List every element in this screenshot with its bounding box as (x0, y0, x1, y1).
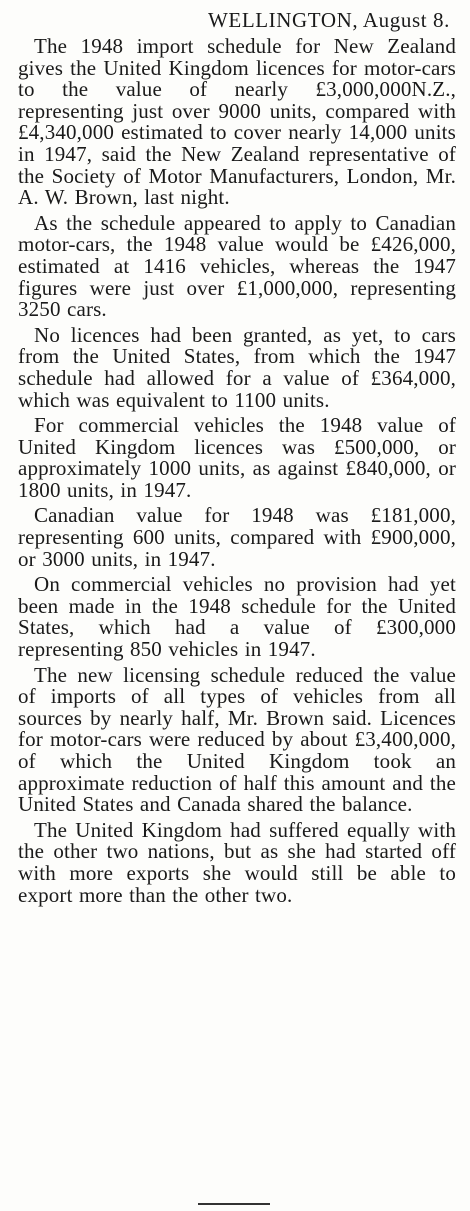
end-rule (198, 1203, 270, 1205)
article-paragraph: The 1948 import schedule for New Zealand gives the United Kingdom licences for motor-cars to the value of nearly £3,000,000N.Z., representing just over 9000 units, compared with £4,340,000 estimated to cover nearly 14,000 units in 1947, said the New Zealand representative of the Society of Motor Manufacturers, London, Mr. A. W. Brown, last night. (18, 34, 456, 210)
article-paragraph: On commercial vehicles no provision had yet been made in the 1948 schedule for the United States, which had a value of £300,000 representing 850 vehicles in 1947. (18, 572, 456, 662)
news-article (18, 8, 456, 908)
article-paragraph: For commercial vehicles the 1948 value of United Kingdom licences was £500,000, or approximately 1000 units, as against £840,000, or 1800 units, in 1947. (18, 413, 456, 502)
article-paragraph: The new licensing schedule reduced the value of imports of all types of vehicles from all sources by nearly half, Mr. Brown said. Licences for motor-cars were reduced by about £3,400,000, of which the United Kingdom took an approximate reduction of half this amount and the United States and Canada shared the balance. (18, 662, 456, 817)
article-paragraph: As the schedule appeared to apply to Canadian motor-cars, the 1948 value would be £426,000, estimated at 1416 vehicles, whereas the 1947 figures were just over £1,000,000, representing 3250 cars. (18, 210, 456, 322)
article-paragraph: The United Kingdom had suffered equally with the other two nations, but as she had started off with more exports she would still be able to export more than the other two. (18, 817, 456, 907)
article-paragraph: No licences had been granted, as yet, to cars from the United States, from which the 1947 schedule had allowed for a value of £364,000, which was equivalent to 1100 units. (18, 322, 456, 412)
article-dateline: WELLINGTON, August 8. (207, 8, 450, 32)
article-paragraph: Canadian value for 1948 was £181,000, representing 600 units, compared with £900,000, or 3000 units, in 1947. (18, 503, 456, 571)
